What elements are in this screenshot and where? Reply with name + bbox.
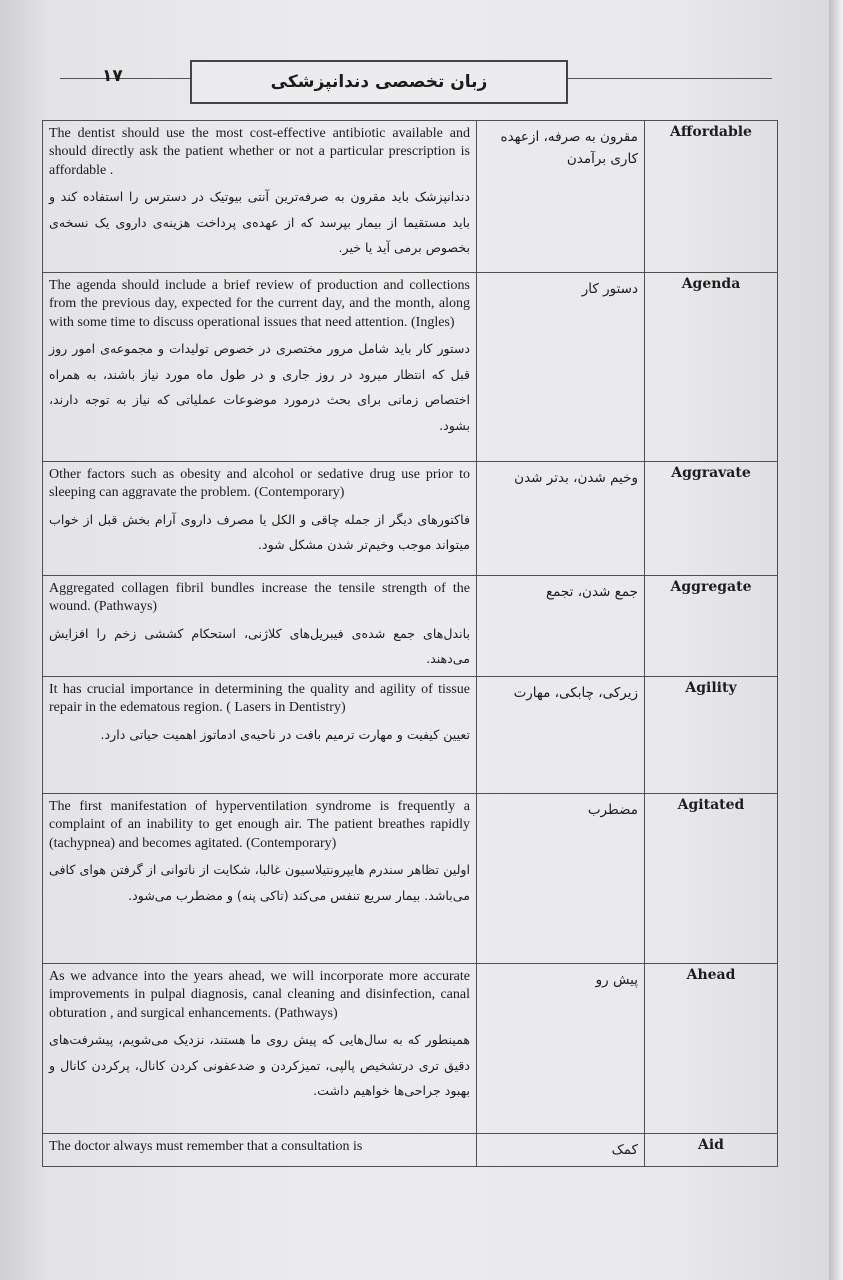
- term-cell: Agility: [645, 676, 778, 793]
- table-row: [43, 963, 778, 1133]
- meaning-cell: مقرون به صرفه، ازعهده کاری برآمدن: [477, 121, 645, 273]
- english-example: The doctor always must remember that a consultation is: [49, 1138, 363, 1154]
- table-row: [43, 576, 778, 677]
- term-cell: Ahead: [645, 963, 778, 1133]
- meaning-cell: وخیم شدن، بدتر شدن: [477, 462, 645, 576]
- example-cell: [43, 963, 477, 1133]
- term-cell: Aid: [645, 1133, 778, 1166]
- chapter-title: زبان تخصصی دندانپزشکی: [190, 60, 568, 104]
- english-example: Other factors such as obesity and alcohol or sedative drug use prior to sleeping can aggravate the problem. (Contemporary): [49, 467, 470, 501]
- table-row: [43, 1133, 778, 1166]
- meaning-cell: کمک: [477, 1133, 645, 1166]
- persian-translation: دندانپزشک باید مقرون به صرفه‌ترین آنتی بیوتیک در دسترس را استفاده کند و باید مستقیما از بیمار بپرسد که از عهده‌ی پرداخت هزینه‌ی داروی یک نسخه‌ی بخصوص برمی آید یا خیر.: [49, 189, 470, 256]
- term-cell: Affordable: [645, 121, 778, 273]
- term-cell: Agitated: [645, 793, 778, 963]
- vocabulary-table: [42, 120, 778, 1167]
- english-example: As we advance into the years ahead, we will incorporate more accurate improvements in pulpal diagnosis, canal cleaning and disinfection, canal obturation , and surgical enhancements. (Pathways): [49, 968, 470, 1021]
- example-cell: [43, 676, 477, 793]
- english-example: Aggregated collagen fibril bundles increase the tensile strength of the wound. (Pathways): [49, 581, 470, 615]
- example-cell: [43, 273, 477, 462]
- term-cell: Aggregate: [645, 576, 778, 677]
- table-row: [43, 462, 778, 576]
- example-cell: [43, 1133, 477, 1166]
- meaning-cell: زیرکی، چابکی، مهارت: [477, 676, 645, 793]
- example-cell: [43, 793, 477, 963]
- meaning-cell: مضطرب: [477, 793, 645, 963]
- persian-translation: همینطور که به سال‌هایی که پیش روی ما هستند، نزدیک می‌شویم، پیشرفت‌های دقیق تری درتشخیص پالپی، تمیزکردن و ضدعفونی کردن کانال، پرکردن کانال و بهبود جراحی‌ها خواهیم داشت.: [49, 1032, 470, 1099]
- table-row: [43, 273, 778, 462]
- persian-translation: دستور کار باید شامل مرور مختصری در خصوص تولیدات و مجموعه‌ی امور روز قبل که انتظار میرود در روز جاری و در طول ماه مورد نیاز باشند، به همراه اختصاص زمانی برای بحث درمورد موضوعات عملیاتی که نیاز به توجه دارند، بشود.: [49, 341, 470, 433]
- term-cell: Aggravate: [645, 462, 778, 576]
- english-example: The dentist should use the most cost-effective antibiotic available and should directly ask the patient whether or not a particular prescription is affordable .: [49, 126, 470, 178]
- example-cell: [43, 121, 477, 273]
- persian-translation: فاکتورهای دیگر از جمله چاقی و الکل یا مصرف داروی آرام بخش قبل از خواب میتواند موجب وخیم‌تر شدن مشکل شود.: [49, 511, 470, 553]
- table-row: [43, 121, 778, 273]
- persian-translation: اولین تظاهر سندرم هایپرونتیلاسیون غالبا، شکایت از ناتوانی از گرفتن هوای کافی می‌باشد. بیمار سریع تنفس می‌کند (تاکی پنه) و مضطرب می‌شود.: [49, 862, 470, 903]
- example-cell: [43, 462, 477, 576]
- english-example: It has crucial importance in determining the quality and agility of tissue repair in the edematous region. ( Lasers in Dentistry): [49, 681, 470, 716]
- table-row: [43, 676, 778, 793]
- term-cell: Agenda: [645, 273, 778, 462]
- persian-translation: باندل‌های جمع شده‌ی فیبریل‌های کلاژنی، استحکام کششی زخم را افزایش می‌دهند.: [49, 625, 470, 667]
- page-edge-shadow: [829, 0, 843, 1280]
- table-row: [43, 793, 778, 963]
- page-number: ۱۷: [102, 66, 123, 86]
- meaning-cell: دستور کار: [477, 273, 645, 462]
- meaning-cell: پیش رو: [477, 963, 645, 1133]
- example-cell: [43, 576, 477, 677]
- english-example: The first manifestation of hyperventilation syndrome is frequently a complaint of an inability to get enough air. The patient breathes rapidly (tachypnea) and becomes agitated. (Contemporary): [49, 798, 470, 851]
- english-example: The agenda should include a brief review of production and collections from the previous day, expected for the current day, and the month, along with some time to discuss operational issues that need attention. (Ingles): [49, 278, 470, 330]
- persian-translation: تعیین کیفیت و مهارت ترمیم بافت در ناحیه‌ی ادماتوز اهمیت حیاتی دارد.: [100, 726, 470, 742]
- meaning-cell: جمع شدن، تجمع: [477, 576, 645, 677]
- page-header: [60, 60, 772, 110]
